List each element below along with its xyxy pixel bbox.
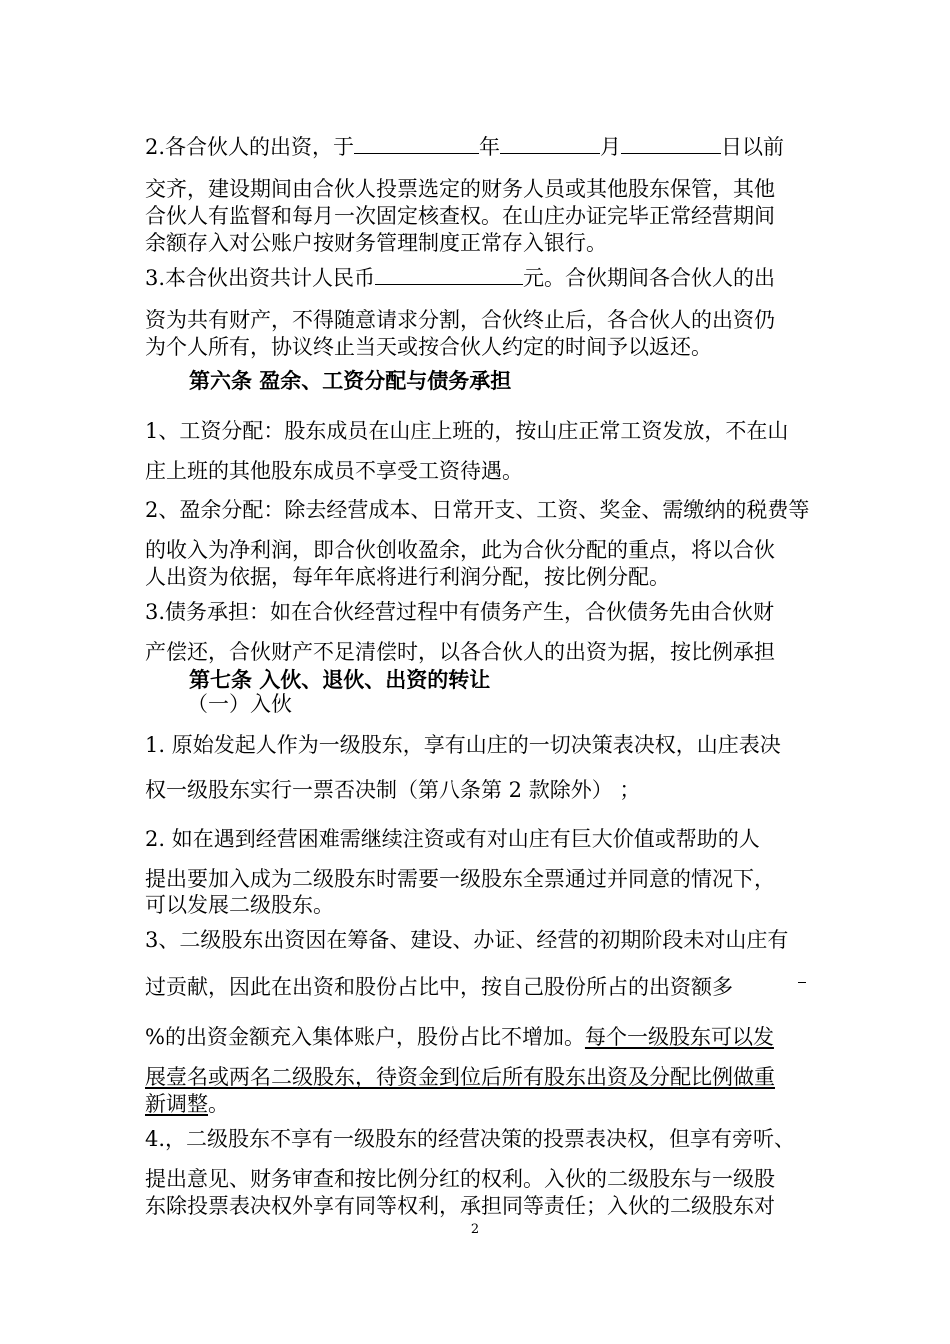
underlined-text: 展壹名或两名二级股东，待资金到位后所有股东出资及分配比例做重: [145, 1065, 775, 1089]
paragraph-line: 4.，二级股东不享有一级股东的经营决策的投票表决权，但享有旁听、: [145, 1127, 796, 1151]
page-number: 2: [470, 1222, 480, 1237]
paragraph-line: 的收入为净利润，即合伙创收盈余，此为合伙分配的重点，将以合伙: [145, 538, 775, 562]
clause-7-3-line-5: 新调整。: [145, 1092, 229, 1116]
day-blank: [621, 135, 721, 154]
paragraph-line: 庄上班的其他股东成员不享受工资待遇。: [145, 459, 523, 483]
paragraph-line: 1. 原始发起人作为一级股东，享有山庄的一切决策表决权，山庄表决: [145, 733, 781, 757]
paragraph-line: 1、工资分配：股东成员在山庄上班的，按山庄正常工资发放，不在山: [145, 419, 789, 443]
paragraph-line: 交齐，建设期间由合伙人投票选定的财务人员或其他股东保管，其他: [145, 177, 775, 201]
paragraph-line: 过贡献，因此在出资和股份占比中，按自己股份所占的出资额多: [145, 975, 733, 999]
paragraph-line: 余额存入对公账户按财务管理制度正常存入银行。: [145, 231, 607, 255]
paragraph-line: 3.债务承担：如在合伙经营过程中有债务产生，合伙债务先由合伙财: [145, 600, 775, 624]
paragraph-line: 人出资为依据，每年年底将进行利润分配，按比例分配。: [145, 565, 670, 589]
paragraph-line: 东除投票表决权外享有同等权利，承担同等责任；入伙的二级股东对: [145, 1194, 775, 1218]
clause-5-3-line-1: 3.本合伙出资共计人民币 元。合伙期间各合伙人的出: [145, 266, 776, 290]
paragraph-line: 3、二级股东出资因在筹备、建设、办证、经营的初期阶段未对山庄有: [145, 928, 789, 952]
clause-5-2-line-1: 2.各合伙人的出资，于 年 月 日以前: [145, 135, 785, 159]
month-blank: [500, 135, 600, 154]
clause-7-3-line-3: %的出资金额充入集体账户，股份占比不增加。每个一级股东可以发: [145, 1025, 774, 1049]
paragraph-line: 为个人所有，协议终止当天或按合伙人约定的时间予以返还。: [145, 335, 712, 359]
percent-blank: [798, 982, 806, 983]
subsection-heading: （一）入伙: [187, 692, 292, 716]
article-6-heading: 第六条 盈余、工资分配与债务承担: [189, 369, 512, 393]
paragraph-line: 提出意见、财务审查和按比例分红的权利。入伙的二级股东与一级股: [145, 1167, 775, 1191]
paragraph-line: 资为共有财产，不得随意请求分割，合伙终止后，各合伙人的出资仍: [145, 308, 775, 332]
underlined-text: 每个一级股东可以发: [584, 1025, 774, 1049]
year-blank: [354, 135, 479, 154]
paragraph-line: 2、盈余分配：除去经营成本、日常开支、工资、奖金、需缴纳的税费等: [145, 498, 810, 522]
amount-blank: [375, 266, 523, 285]
paragraph-line: 合伙人有监督和每月一次固定核查权。在山庄办证完毕正常经营期间: [145, 204, 775, 228]
paragraph-line: 2. 如在遇到经营困难需继续注资或有对山庄有巨大价值或帮助的人: [145, 827, 760, 851]
paragraph-line: 产偿还，合伙财产不足清偿时，以各合伙人的出资为据，按比例承担: [145, 640, 775, 664]
underlined-text: 新调整: [145, 1092, 208, 1116]
paragraph-line: 可以发展二级股东。: [145, 893, 334, 917]
paragraph-line: 提出要加入成为二级股东时需要一级股东全票通过并同意的情况下，: [145, 867, 775, 891]
paragraph-line: 权一级股东实行一票否决制（第八条第 2 款除外） ；: [145, 778, 641, 802]
article-7-heading: 第七条 入伙、退伙、出资的转让: [189, 668, 491, 692]
